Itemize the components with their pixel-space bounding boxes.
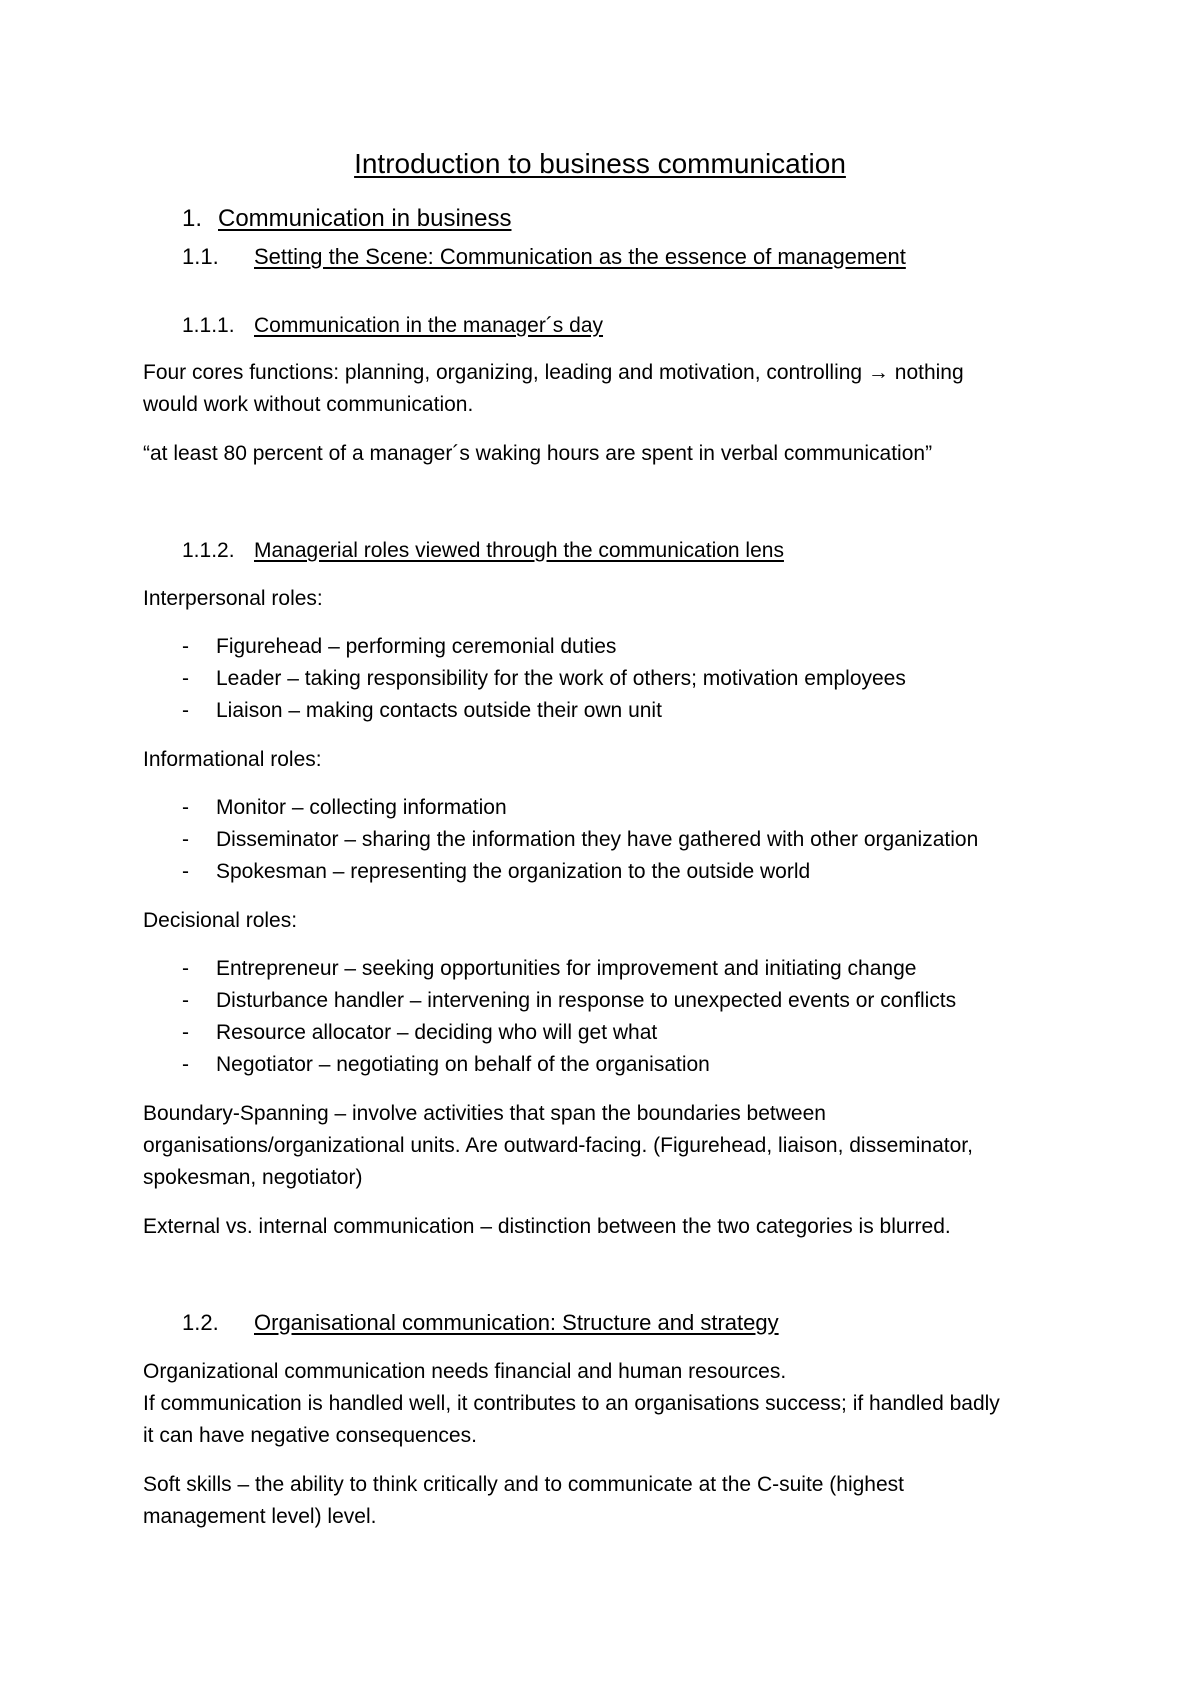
section-1-number: 1. [182, 205, 203, 232]
informational-roles-label: Informational roles: [143, 748, 322, 771]
section-1-1-2-number: 1.1.2. [182, 539, 235, 562]
boundary-spanning-line-1: Boundary-Spanning – involve activities that span the boundaries between [143, 1102, 826, 1125]
list-bullet: - [182, 957, 189, 980]
list-item: Liaison – making contacts outside their own unit [216, 699, 662, 722]
list-bullet: - [182, 989, 189, 1012]
quote-paragraph: “at least 80 percent of a manager´s waking hours are spent in verbal communication” [143, 442, 933, 465]
list-bullet: - [182, 635, 189, 658]
list-item: Disturbance handler – intervening in response to unexpected events or conflicts [216, 989, 957, 1012]
section-1-2-number: 1.2. [182, 1310, 219, 1335]
list-item: Disseminator – sharing the information they have gathered with other organization [216, 828, 979, 851]
list-bullet: - [182, 860, 189, 883]
document-title: Introduction to business communication [354, 148, 846, 179]
list-bullet: - [182, 828, 189, 851]
section-1-1-2-heading: Managerial roles viewed through the communication lens [254, 539, 784, 562]
list-bullet: - [182, 796, 189, 819]
soft-skills-line-2: management level) level. [143, 1505, 377, 1528]
decisional-roles-label: Decisional roles: [143, 909, 298, 932]
boundary-spanning-line-3: spokesman, negotiator) [143, 1166, 363, 1189]
org-communication-line-2: If communication is handled well, it contributes to an organisations success; if handled badly [143, 1392, 1000, 1415]
section-1-1-1-heading: Communication in the manager´s day [254, 314, 604, 337]
list-item: Entrepreneur – seeking opportunities for improvement and initiating change [216, 957, 917, 980]
paragraph-core-functions-line-1: Four cores functions: planning, organizing, leading and motivation, controlling → nothing [143, 361, 964, 384]
org-communication-line-1: Organizational communication needs financial and human resources. [143, 1360, 787, 1383]
list-item: Monitor – collecting information [216, 796, 507, 819]
soft-skills-line-1: Soft skills – the ability to think critically and to communicate at the C-suite (highest [143, 1473, 905, 1496]
section-1-2-heading: Organisational communication: Structure and strategy [254, 1310, 779, 1335]
section-1-1-number: 1.1. [182, 244, 219, 269]
list-item: Leader – taking responsibility for the work of others; motivation employees [216, 667, 906, 690]
section-1-heading: Communication in business [218, 205, 512, 232]
list-item: Negotiator – negotiating on behalf of the organisation [216, 1053, 710, 1076]
section-1-1-heading: Setting the Scene: Communication as the essence of management [254, 244, 906, 269]
list-bullet: - [182, 667, 189, 690]
list-item: Spokesman – representing the organization to the outside world [216, 860, 811, 883]
section-1-1-1-number: 1.1.1. [182, 314, 235, 337]
list-bullet: - [182, 699, 189, 722]
list-bullet: - [182, 1021, 189, 1044]
paragraph-core-functions-line-2: would work without communication. [143, 393, 474, 416]
org-communication-line-3: it can have negative consequences. [143, 1424, 477, 1447]
list-item: Resource allocator – deciding who will get what [216, 1021, 658, 1044]
list-bullet: - [182, 1053, 189, 1076]
list-item: Figurehead – performing ceremonial duties [216, 635, 617, 658]
external-internal-paragraph: External vs. internal communication – distinction between the two categories is blurred. [143, 1215, 951, 1238]
interpersonal-roles-label: Interpersonal roles: [143, 587, 323, 610]
boundary-spanning-line-2: organisations/organizational units. Are outward-facing. (Figurehead, liaison, disseminator, [143, 1134, 973, 1157]
